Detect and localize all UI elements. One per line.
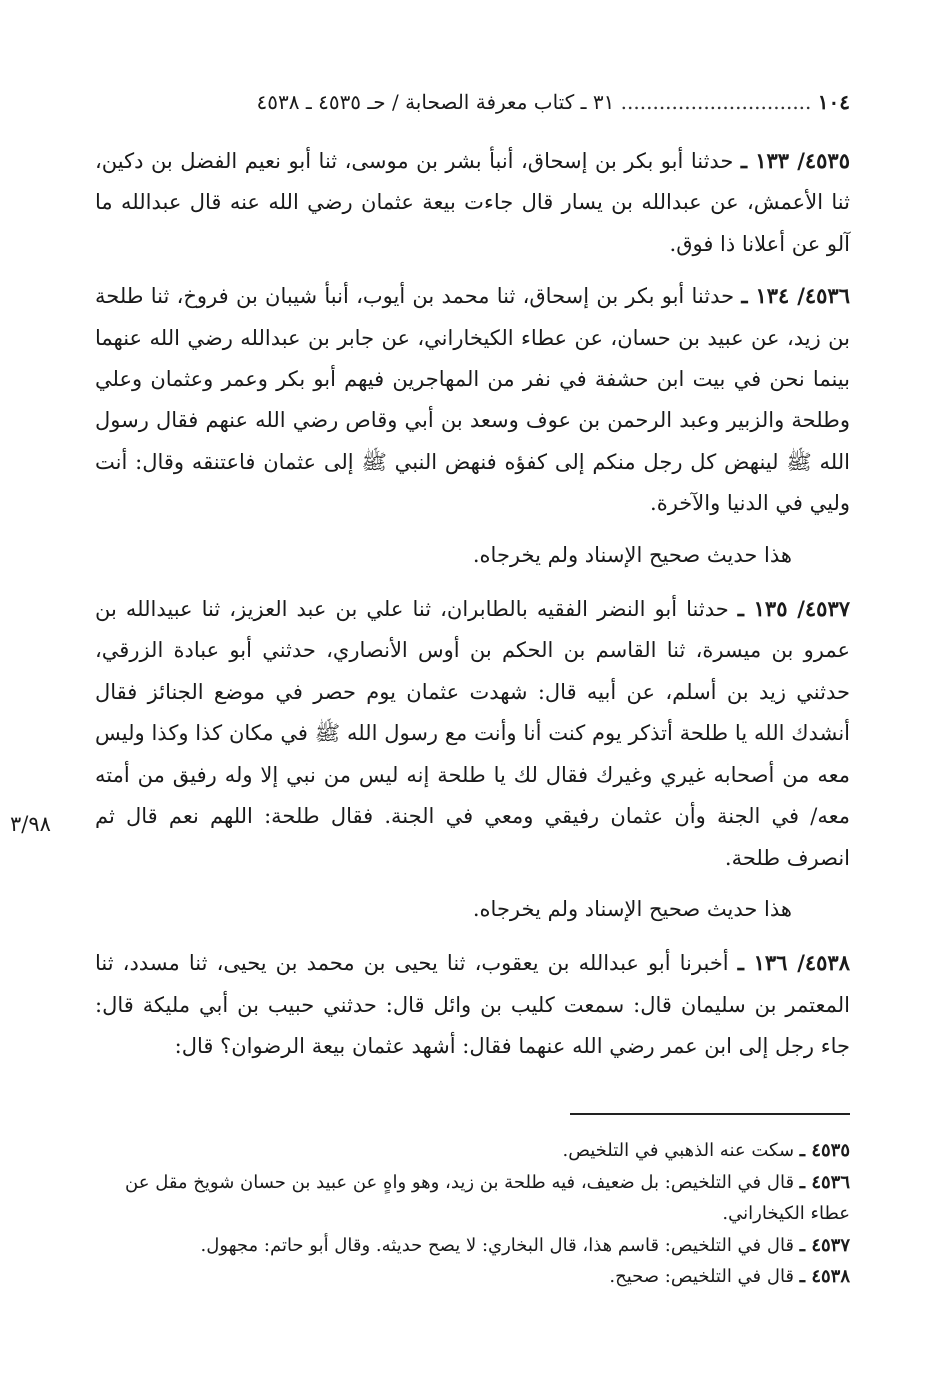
- footnote-text: قال في التلخيص: بل ضعيف، فيه طلحة بن زيد، وهو واهٍ عن عبيد بن حسان شويخ مقل عن عطاء الكيخاراني.: [125, 1171, 850, 1224]
- hadith-4537: [95, 588, 850, 879]
- margin-page-reference: ٣/٩٨: [10, 812, 51, 836]
- page-number: ١٠٤: [817, 90, 850, 114]
- hadith-text: حدثنا أبو بكر بن إسحاق، أنبأ بشر بن موسى، ثنا أبو نعيم الفضل بن دكين، ثنا الأعمش، عن عبدالله بن يسار قال جاءت بيعة عثمان رضي الله عنه قال عبدالله ما آلو عن أعلانا ذا فوق.: [95, 149, 850, 256]
- footnote-4537: [95, 1230, 850, 1262]
- hadith-verdict: هذا حديث صحيح الإسناد ولم يخرجاه.: [472, 542, 792, 567]
- hadith-4538: [95, 942, 850, 1067]
- running-title: ٣١ ـ كتاب معرفة الصحابة / حـ ٤٥٣٥ ـ ٤٥٣٨: [256, 90, 615, 114]
- footnote-4538: [95, 1261, 850, 1293]
- footnote-text: سكت عنه الذهبي في التلخيص.: [562, 1140, 795, 1161]
- hadith-number: ٤٥٣٧/ ١٣٥ ـ: [737, 596, 851, 622]
- hadith-4536: [95, 275, 850, 524]
- running-header: [95, 86, 850, 118]
- footnote-number: ٤٥٣٧ ـ: [799, 1234, 850, 1256]
- hadith-number: ٤٥٣٦/ ١٣٤ ـ: [741, 283, 850, 309]
- footnote-separator: [570, 1113, 850, 1115]
- footnote-number: ٤٥٣٨ ـ: [799, 1266, 850, 1287]
- footnote-4536: [95, 1167, 850, 1230]
- hadith-number: ٤٥٣٥/ ١٣٣ ـ: [740, 148, 850, 173]
- hadith-text: أخبرنا أبو عبدالله بن يعقوب، ثنا يحيى بن محمد بن يحيى، ثنا مسدد، ثنا المعتمر بن سليمان قال: سمعت كليب بن وائل قال: حدثني حبيب بن أبي مليكة قال: جاء رجل إلى ابن عمر رضي الله عنهما فقال: أشهد عثمان بيعة الرضوان؟ قال:: [95, 951, 850, 1059]
- header-leader-dots: ..............................: [620, 90, 812, 114]
- footnote-text: قال في التلخيص: صحيح.: [609, 1266, 795, 1287]
- main-text: [95, 140, 850, 1078]
- hadith-text: حدثنا أبو بكر بن إسحاق، ثنا محمد بن أيوب، أنبأ شيبان بن فروخ، ثنا طلحة بن زيد، عن عبيد بن حسان، عن عطاء الكيخاراني، عن جابر بن عبدالله رضي الله عنهما بينما نحن في بيت ابن حشفة في نفر من المهاجرين فيهم أبو بكر وعمر وعثمان وعلي وطلحة والزبير وعبد الرحمن بن عوف وسعد بن أبي وقاص رضي الله عنهم فقال رسول الله ﷺ لينهض كل رجل منكم إلى كفؤه فنهض النبي ﷺ إلى عثمان فاعتنقه وقال: أنت وليي في الدنيا والآخرة.: [95, 284, 850, 516]
- footnote-4535: [95, 1135, 850, 1167]
- footnote-text: قال في التلخيص: قاسم هذا، قال البخاري: لا يصح حديثه. وقال أبو حاتم: مجهول.: [200, 1234, 795, 1256]
- hadith-verdict: هذا حديث صحيح الإسناد ولم يخرجاه.: [472, 896, 792, 921]
- hadith-4535: [95, 140, 850, 265]
- footnote-number: ٤٥٣٥ ـ: [799, 1140, 850, 1161]
- hadith-text: حدثنا أبو النضر الفقيه بالطابران، ثنا علي بن عبد العزيز، ثنا عبيدالله بن عمرو بن ميسرة، ثنا القاسم بن الحكم بن أوس الأنصاري، حدثني أبو عبادة الزرقي، حدثني زيد بن أسلم، عن أبيه قال: شهدت عثمان يوم حصر في موضع الجنائز فقال أنشدك الله يا طلحة أتذكر يوم كنت أنا وأنت مع رسول الله ﷺ في مكان كذا وكذا وليس معه من أصحابه غيري وغيرك فقال لك يا طلحة إنه ليس من نبي إلا وله رفيق من أمته معه/ في الجنة وأن عثمان رفيقي ومعي في الجنة. فقال طلحة: اللهم نعم قال ثم انصرف طلحة.: [95, 597, 850, 870]
- footnote-number: ٤٥٣٦ ـ: [799, 1171, 850, 1193]
- footnotes: [95, 1135, 850, 1293]
- hadith-number: ٤٥٣٨/ ١٣٦ ـ: [737, 950, 850, 976]
